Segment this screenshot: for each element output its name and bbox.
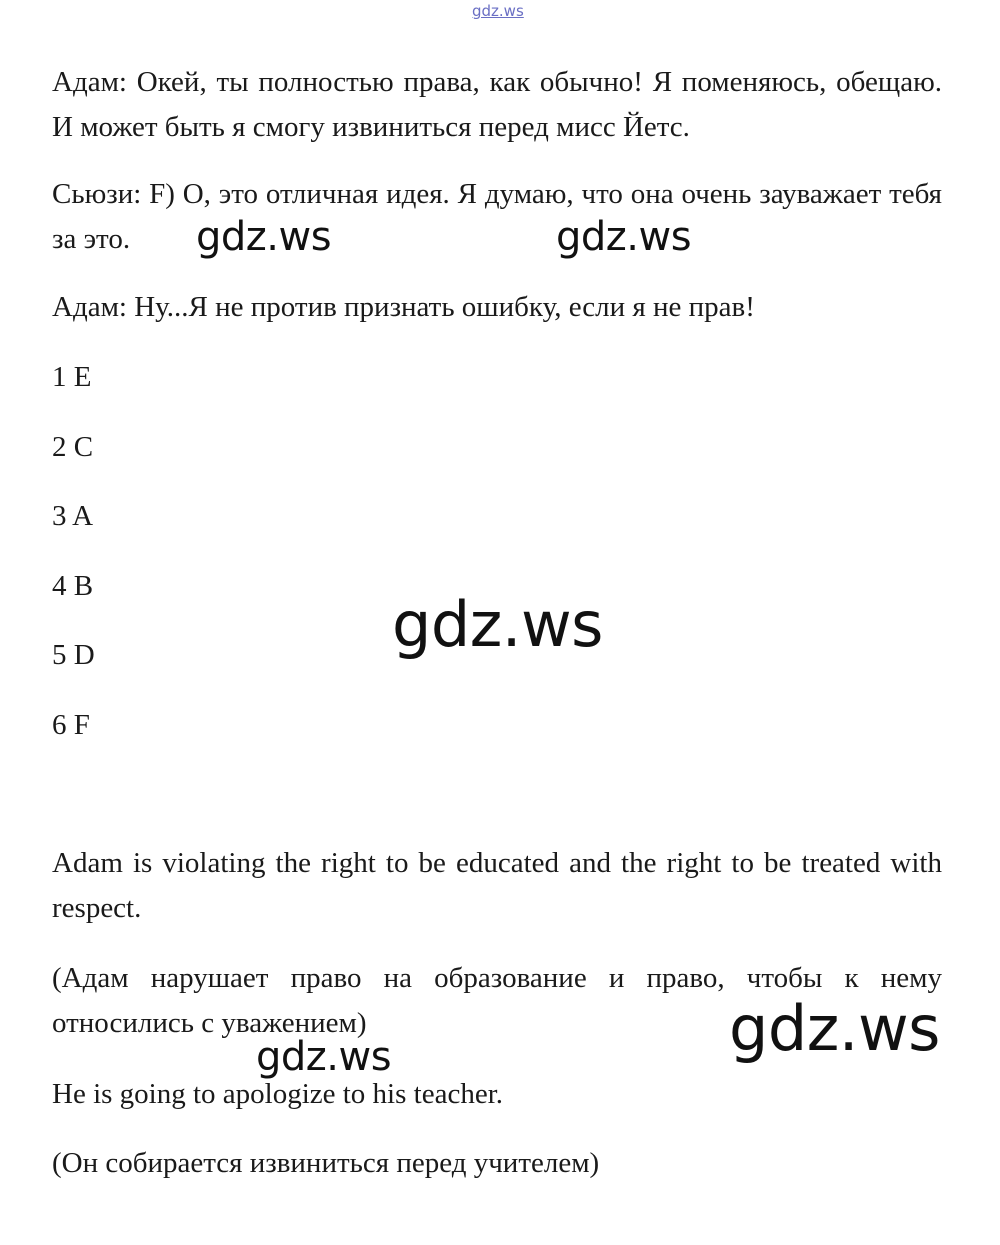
answer-item: 6 F	[52, 709, 90, 741]
dialogue-line-adam-2: Адам: Ну...Я не против признать ошибку, если я не прав!	[52, 291, 755, 323]
answer-item: 3 A	[52, 500, 94, 532]
watermark: gdz.ws	[256, 1034, 392, 1080]
answer-item: 2 C	[52, 431, 94, 463]
watermark: gdz.ws	[556, 214, 692, 260]
explanation-russian-2: (Он собирается извиниться перед учителем)	[52, 1147, 600, 1179]
dialogue-line-susie: Сьюзи: F) О, это отличная идея. Я думаю, что она очень зауважает тебя за это.	[52, 178, 942, 255]
answer-item: 5 D	[52, 639, 95, 671]
answer-item: 4 B	[52, 570, 94, 602]
dialogue-line-adam-1: Адам: Окей, ты полностью права, как обычно! Я поменяюсь, обещаю. И может быть я смогу извиниться перед мисс Йетс.	[52, 66, 942, 143]
explanation-russian-1: (Адам нарушает право на образование и право, чтобы к нему относились с уважением)	[52, 962, 942, 1039]
watermark: gdz.ws	[196, 214, 332, 260]
watermark: gdz.ws	[729, 992, 940, 1065]
watermark: gdz.ws	[392, 588, 603, 661]
answer-item: 1 E	[52, 361, 92, 393]
header-watermark-link[interactable]: gdz.ws	[472, 2, 524, 20]
explanation-english-2: He is going to apologize to his teacher.	[52, 1078, 504, 1110]
explanation-english-1: Adam is violating the right to be educated and the right to be treated with respect.	[52, 847, 942, 924]
